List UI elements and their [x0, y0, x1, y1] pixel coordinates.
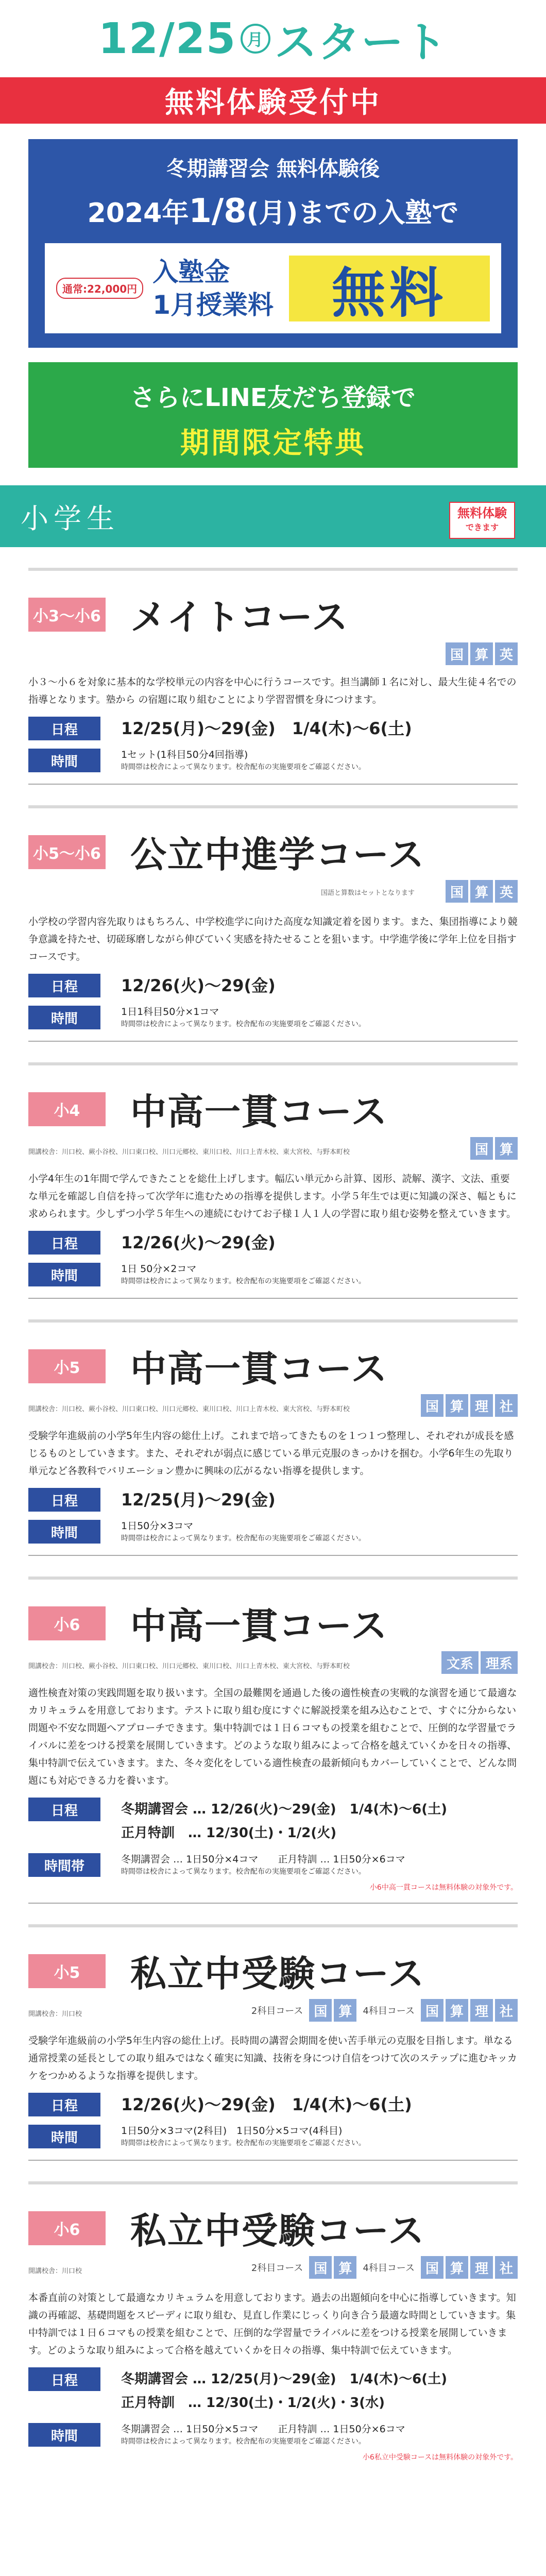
- promo-items: [152, 256, 274, 321]
- schedule-row: [28, 717, 518, 740]
- regular-price-badge: 通常:22,000円: [56, 278, 143, 299]
- schedule-label: 日程: [28, 1488, 100, 1512]
- schedule-label: 日程: [28, 1798, 100, 1821]
- subject-badge: 算: [470, 642, 493, 665]
- course-card: [28, 568, 518, 785]
- promo-line2: 2024年1/8(月)までの入塾で: [87, 192, 459, 230]
- schedule-value: 12/26(火)～29(金): [121, 976, 276, 995]
- time-label: 時間帯: [28, 1853, 100, 1877]
- schedule-label: 日程: [28, 2367, 100, 2391]
- start-label: スタート: [275, 18, 448, 67]
- subject-badge: 英: [495, 880, 518, 903]
- course-description: 小学4年生の1年間で学んできたことを総仕上げします。幅広い単元から計算、図形、読解、漢字、文法、重要な単元を確認し自信を持って次学年に進むための指導を提供します。小学５年生では更に知識の深さ、幅ともに求められます。少しずつ小学５年生への連続にむけてお子様１人１人の学習に取り組む姿勢を整えていきます。: [28, 1173, 517, 1219]
- subject-badge: 国: [421, 1394, 443, 1417]
- schedule-label: 日程: [28, 2093, 100, 2116]
- subject-badge: 理: [470, 1394, 493, 1417]
- subject-badges: [247, 2256, 518, 2279]
- time-value: 1日 50分×2コマ 時間帯は校舎によって異なります。校舎配布の実施要項をご確認ください。: [121, 1263, 366, 1287]
- category-title: 小学生: [21, 502, 120, 535]
- schedule-label: 日程: [28, 974, 100, 997]
- weekday-badge: 月: [241, 24, 270, 54]
- course-description: 受験学年進級前の小学5年生内容の総仕上げ。長時間の講習会期間を使い苦手単元の克服を目指します。単なる通常授業の延長としての取り組みではなく確実に知識、技術を身につけ自信をつけて次のステップに進むキッカケをつかめるような指導を提供します。: [28, 2035, 517, 2081]
- course-footnote: 小6中高一貫コースは無料体験の対象外です。: [369, 1884, 518, 1892]
- time-value: 1日50分×3コマ 時間帯は校舎によって異なります。校舎配布の実施要項をご確認ください。: [121, 1520, 366, 1545]
- category-bar: [0, 485, 546, 547]
- course-title: メイトコース: [130, 596, 349, 638]
- course-description: 本番直前の対策として最適なカリキュラムを用意しております。過去の出題傾向を中心に指導していきます。知識の再確認、基礎問題をスピーディに取り組む、見直し作業にじっくり向き合う最適な時間としていきます。集中特訓では１日６コマもの授業を組むことで、圧倒的な学習量でライバルに差をつける授業を展開していきます。どのような取り組みによって合格を越えていくかを日々の指導、集中特訓で伝えていきます。: [28, 2292, 516, 2356]
- time-note: 時間帯は校舎によって異なります。校舎配布の実施要項をご確認ください。: [121, 763, 366, 771]
- schedule-row: [28, 1231, 518, 1255]
- subject-badge: 算: [334, 2256, 356, 2279]
- course-note: 開講校舎：川口校: [28, 2267, 82, 2275]
- subject-badge: 国: [309, 1999, 332, 2022]
- course-title: 公立中進学コース: [130, 834, 425, 876]
- course-grade: 小5: [28, 1954, 106, 1988]
- subject-badge: 社: [495, 2256, 518, 2279]
- course-title: 私立中受験コース: [130, 1953, 425, 1995]
- course-note: 開講校舎：川口校、蕨小谷校、川口東口校、川口元郷校、東川口校、川口上青木校、東大宮校、与野本町校: [28, 1405, 350, 1413]
- line-promo-box[interactable]: [28, 362, 518, 468]
- course-header: [28, 588, 518, 640]
- schedule-value: 冬期講習会 … 12/25(月)～29(金) 1/4(木)～6(土) 正月特訓 … 12/30(土)・1/2(火)・3(水): [121, 2371, 447, 2411]
- schedule-row: [28, 2093, 518, 2116]
- time-note: 時間帯は校舎によって異なります。校舎配布の実施要項をご確認ください。: [121, 2437, 366, 2446]
- subject-badge: 算: [446, 1999, 468, 2022]
- schedule-row: [28, 974, 518, 997]
- schedule-label: 日程: [28, 717, 100, 740]
- course-grade: 小5: [28, 1349, 106, 1383]
- subject-badge: 国: [421, 2256, 443, 2279]
- course-grade: 小6: [28, 1606, 106, 1640]
- subject-badge: 算: [495, 1137, 518, 1160]
- subject-group-label: 2科目コース: [251, 2263, 303, 2274]
- subject-badge: 国: [421, 1999, 443, 2022]
- time-value: 1日50分×3コマ(2科目) 1日50分×5コマ(4科目) 時間帯は校舎によって異なります。校舎配布の実施要項をご確認ください。: [121, 2125, 366, 2149]
- promo-line1: 冬期講習会 無料体験後: [166, 157, 380, 181]
- line-promo-line2: 期間限定特典: [180, 427, 366, 460]
- subject-badge: 英: [495, 642, 518, 665]
- course-note: 国語と算数はセットとなります: [320, 889, 415, 897]
- course-note: 開講校舎：川口校、蕨小谷校、川口東口校、川口元郷校、東川口校、川口上青木校、東大宮校、与野本町校: [28, 1148, 350, 1156]
- course-header: [28, 1083, 518, 1135]
- course-header: [28, 1597, 518, 1649]
- subject-group-label: 2科目コース: [251, 2006, 303, 2016]
- time-note: 時間帯は校舎によって異なります。校舎配布の実施要項をご確認ください。: [121, 1534, 366, 1543]
- time-value: 1セット(1科目50分4回指導) 時間帯は校舎によって異なります。校舎配布の実施要項をご確認ください。: [121, 749, 366, 773]
- time-row: [28, 2423, 518, 2448]
- subject-badge: 算: [446, 2256, 468, 2279]
- time-row: [28, 749, 518, 773]
- time-label: 時間: [28, 2423, 100, 2447]
- subject-badge: 国: [446, 880, 468, 903]
- subject-badges: [421, 1394, 518, 1417]
- course-card: [28, 2181, 518, 2462]
- divider: [28, 2160, 518, 2161]
- subject-badges: [441, 1651, 518, 1674]
- subject-badge: 理: [470, 2256, 493, 2279]
- course-header: [28, 1945, 518, 1997]
- course-title: 中高一貫コース: [130, 1091, 388, 1133]
- subject-badge: 算: [470, 880, 493, 903]
- subject-group-label: 4科目コース: [363, 2006, 415, 2016]
- time-note: 時間帯は校舎によって異なります。校舎配布の実施要項をご確認ください。: [121, 1868, 366, 1876]
- course-grade: 小5～小6: [28, 835, 106, 869]
- divider: [28, 1298, 518, 1299]
- time-value: 冬期講習会 … 1日50分×4コマ 正月特訓 … 1日50分×6コマ 時間帯は校舎によって異なります。校舎配布の実施要項をご確認ください。: [121, 1853, 405, 1878]
- time-row: [28, 1520, 518, 1545]
- time-label: 時間: [28, 1006, 100, 1029]
- promo-offer: [45, 243, 501, 333]
- divider: [28, 1555, 518, 1556]
- subject-badge: 算: [334, 1999, 356, 2022]
- divider: [28, 1041, 518, 1042]
- subject-badge: 国: [470, 1137, 493, 1160]
- time-row: [28, 1263, 518, 1287]
- subject-badges: [470, 1137, 518, 1160]
- divider: [28, 1903, 518, 1904]
- course-grade: 小4: [28, 1092, 106, 1126]
- subject-badge: 国: [309, 2256, 332, 2279]
- course-header: [28, 1340, 518, 1392]
- time-label: 時間: [28, 749, 100, 772]
- course-grade: 小3～小6: [28, 598, 106, 632]
- course-card: [28, 1319, 518, 1556]
- time-label: 時間: [28, 2125, 100, 2148]
- promo-item-enrollment: 入塾金: [152, 257, 230, 287]
- divider: [28, 784, 518, 785]
- subject-badge: 算: [446, 1394, 468, 1417]
- time-label: 時間: [28, 1520, 100, 1544]
- course-grade: 小6: [28, 2211, 106, 2245]
- schedule-value: 冬期講習会 … 12/26(火)～29(金) 1/4(木)～6(土) 正月特訓 … 12/30(土)・1/2(火): [121, 1802, 447, 1841]
- time-value: 冬期講習会 … 1日50分×5コマ 正月特訓 … 1日50分×6コマ 時間帯は校舎によって異なります。校舎配布の実施要項をご確認ください。: [121, 2423, 405, 2448]
- time-label: 時間: [28, 1263, 100, 1286]
- subject-badge: 社: [495, 1999, 518, 2022]
- time-row: [28, 1006, 518, 1030]
- course-card: [28, 805, 518, 1042]
- start-date-heading: [0, 0, 546, 77]
- time-note: 時間帯は校舎によって異なります。校舎配布の実施要項をご確認ください。: [121, 2139, 366, 2147]
- schedule-row: [28, 2367, 518, 2415]
- subject-badges: [446, 880, 518, 903]
- time-row: [28, 1853, 518, 1878]
- time-value: 1日1科目50分×1コマ 時間帯は校舎によって異なります。校舎配布の実施要項をご確認ください。: [121, 1006, 366, 1030]
- schedule-value: 12/26(火)～29(金): [121, 1233, 276, 1252]
- subject-badge: 理系: [481, 1651, 518, 1674]
- course-header: [28, 826, 518, 878]
- course-card: [28, 1577, 518, 1904]
- course-footnote: 小6私立中受験コースは無料体験の対象外です。: [362, 2453, 518, 2462]
- course-description: 小３～小６を対象に基本的な学校単元の内容を中心に行うコースです。担当講師１名に対し、最大生徒４名での指導となります。塾から の宿題に取り組むことにより学習習慣を身につけます。: [28, 676, 517, 705]
- schedule-row: [28, 1488, 518, 1512]
- time-note: 時間帯は校舎によって異なります。校舎配布の実施要項をご確認ください。: [121, 1020, 366, 1028]
- subject-badge: 国: [446, 642, 468, 665]
- line-promo-line1: さらにLINE友だち登録で: [130, 383, 416, 412]
- subject-badge: 社: [495, 1394, 518, 1417]
- course-card: [28, 1924, 518, 2161]
- free-trial-banner: 無料体験受付中: [0, 77, 546, 124]
- subject-badges: [446, 642, 518, 665]
- subject-badges: [247, 1999, 518, 2022]
- course-card: [28, 1062, 518, 1299]
- free-label: 無料: [289, 256, 490, 321]
- promo-box: [28, 139, 518, 348]
- subject-group-label: 4科目コース: [363, 2263, 415, 2274]
- schedule-row: [28, 1798, 518, 1845]
- schedule-label: 日程: [28, 1231, 100, 1255]
- time-row: [28, 2125, 518, 2149]
- schedule-value: 12/25(月)～29(金): [121, 1490, 276, 1510]
- course-title: 中高一貫コース: [130, 1605, 388, 1647]
- course-description: 小学校の学習内容先取りはもちろん、中学校進学に向けた高度な知識定着を図ります。また、集団指導により競争意識を持たせ、切磋琢磨しながら伸びていく実感を持たせることを狙います。中学進学後に学年上位を目指すコースです。: [28, 916, 518, 962]
- promo-item-tuition: 1月授業料: [152, 290, 274, 320]
- course-description: 受験学年進級前の小学5年生内容の総仕上げ。これまで培ってきたものを１つ１つ整理し、それぞれが成長を感じるものとしていきます。また、それぞれが弱点に感じている単元克服のきっかけを掴む。小学6年生の先取り単元など各教科でバリエーション豊かに興味の広がるない指導を提供します。: [28, 1430, 514, 1477]
- time-note: 時間帯は校舎によって異なります。校舎配布の実施要項をご確認ください。: [121, 1277, 366, 1285]
- free-trial-tag: 無料体験 できます: [449, 502, 515, 539]
- course-title: 私立中受験コース: [130, 2210, 425, 2252]
- schedule-value: 12/26(火)～29(金) 1/4(木)～6(土): [121, 2095, 412, 2114]
- schedule-value: 12/25(月)～29(金) 1/4(木)～6(土): [121, 719, 412, 738]
- course-note: 開講校舎：川口校、蕨小谷校、川口東口校、川口元郷校、東川口校、川口上青木校、東大宮校、与野本町校: [28, 1663, 350, 1670]
- course-description: 適性検査対策の実践問題を取り扱います。全国の最難関を通過した後の適性検査の実戦的な演習を通じて最適なカリキュラムを用意しております。テストに取り組む度にすぐに解説授業を組み込むことで、すぐに分からない問題や不安な問題へアプローチできます。集中特訓では１日６コマもの授業を組むことで、圧倒的な学習量でライバルに差をつける授業を展開していきます。どのような取り組みによって合格を越えていくかを日々の指導、集中特訓で伝えていきます。また、冬々変化をしている適性検査の最新傾向もカバーしていくことで、どんな問題にも対応できる力を養います。: [28, 1687, 517, 1786]
- course-header: [28, 2202, 518, 2254]
- course-title: 中高一貫コース: [130, 1348, 388, 1390]
- subject-badge: 文系: [441, 1651, 479, 1674]
- start-date: 12/25: [98, 14, 237, 63]
- subject-badge: 理: [470, 1999, 493, 2022]
- course-note: 開講校舎：川口校: [28, 2010, 82, 2018]
